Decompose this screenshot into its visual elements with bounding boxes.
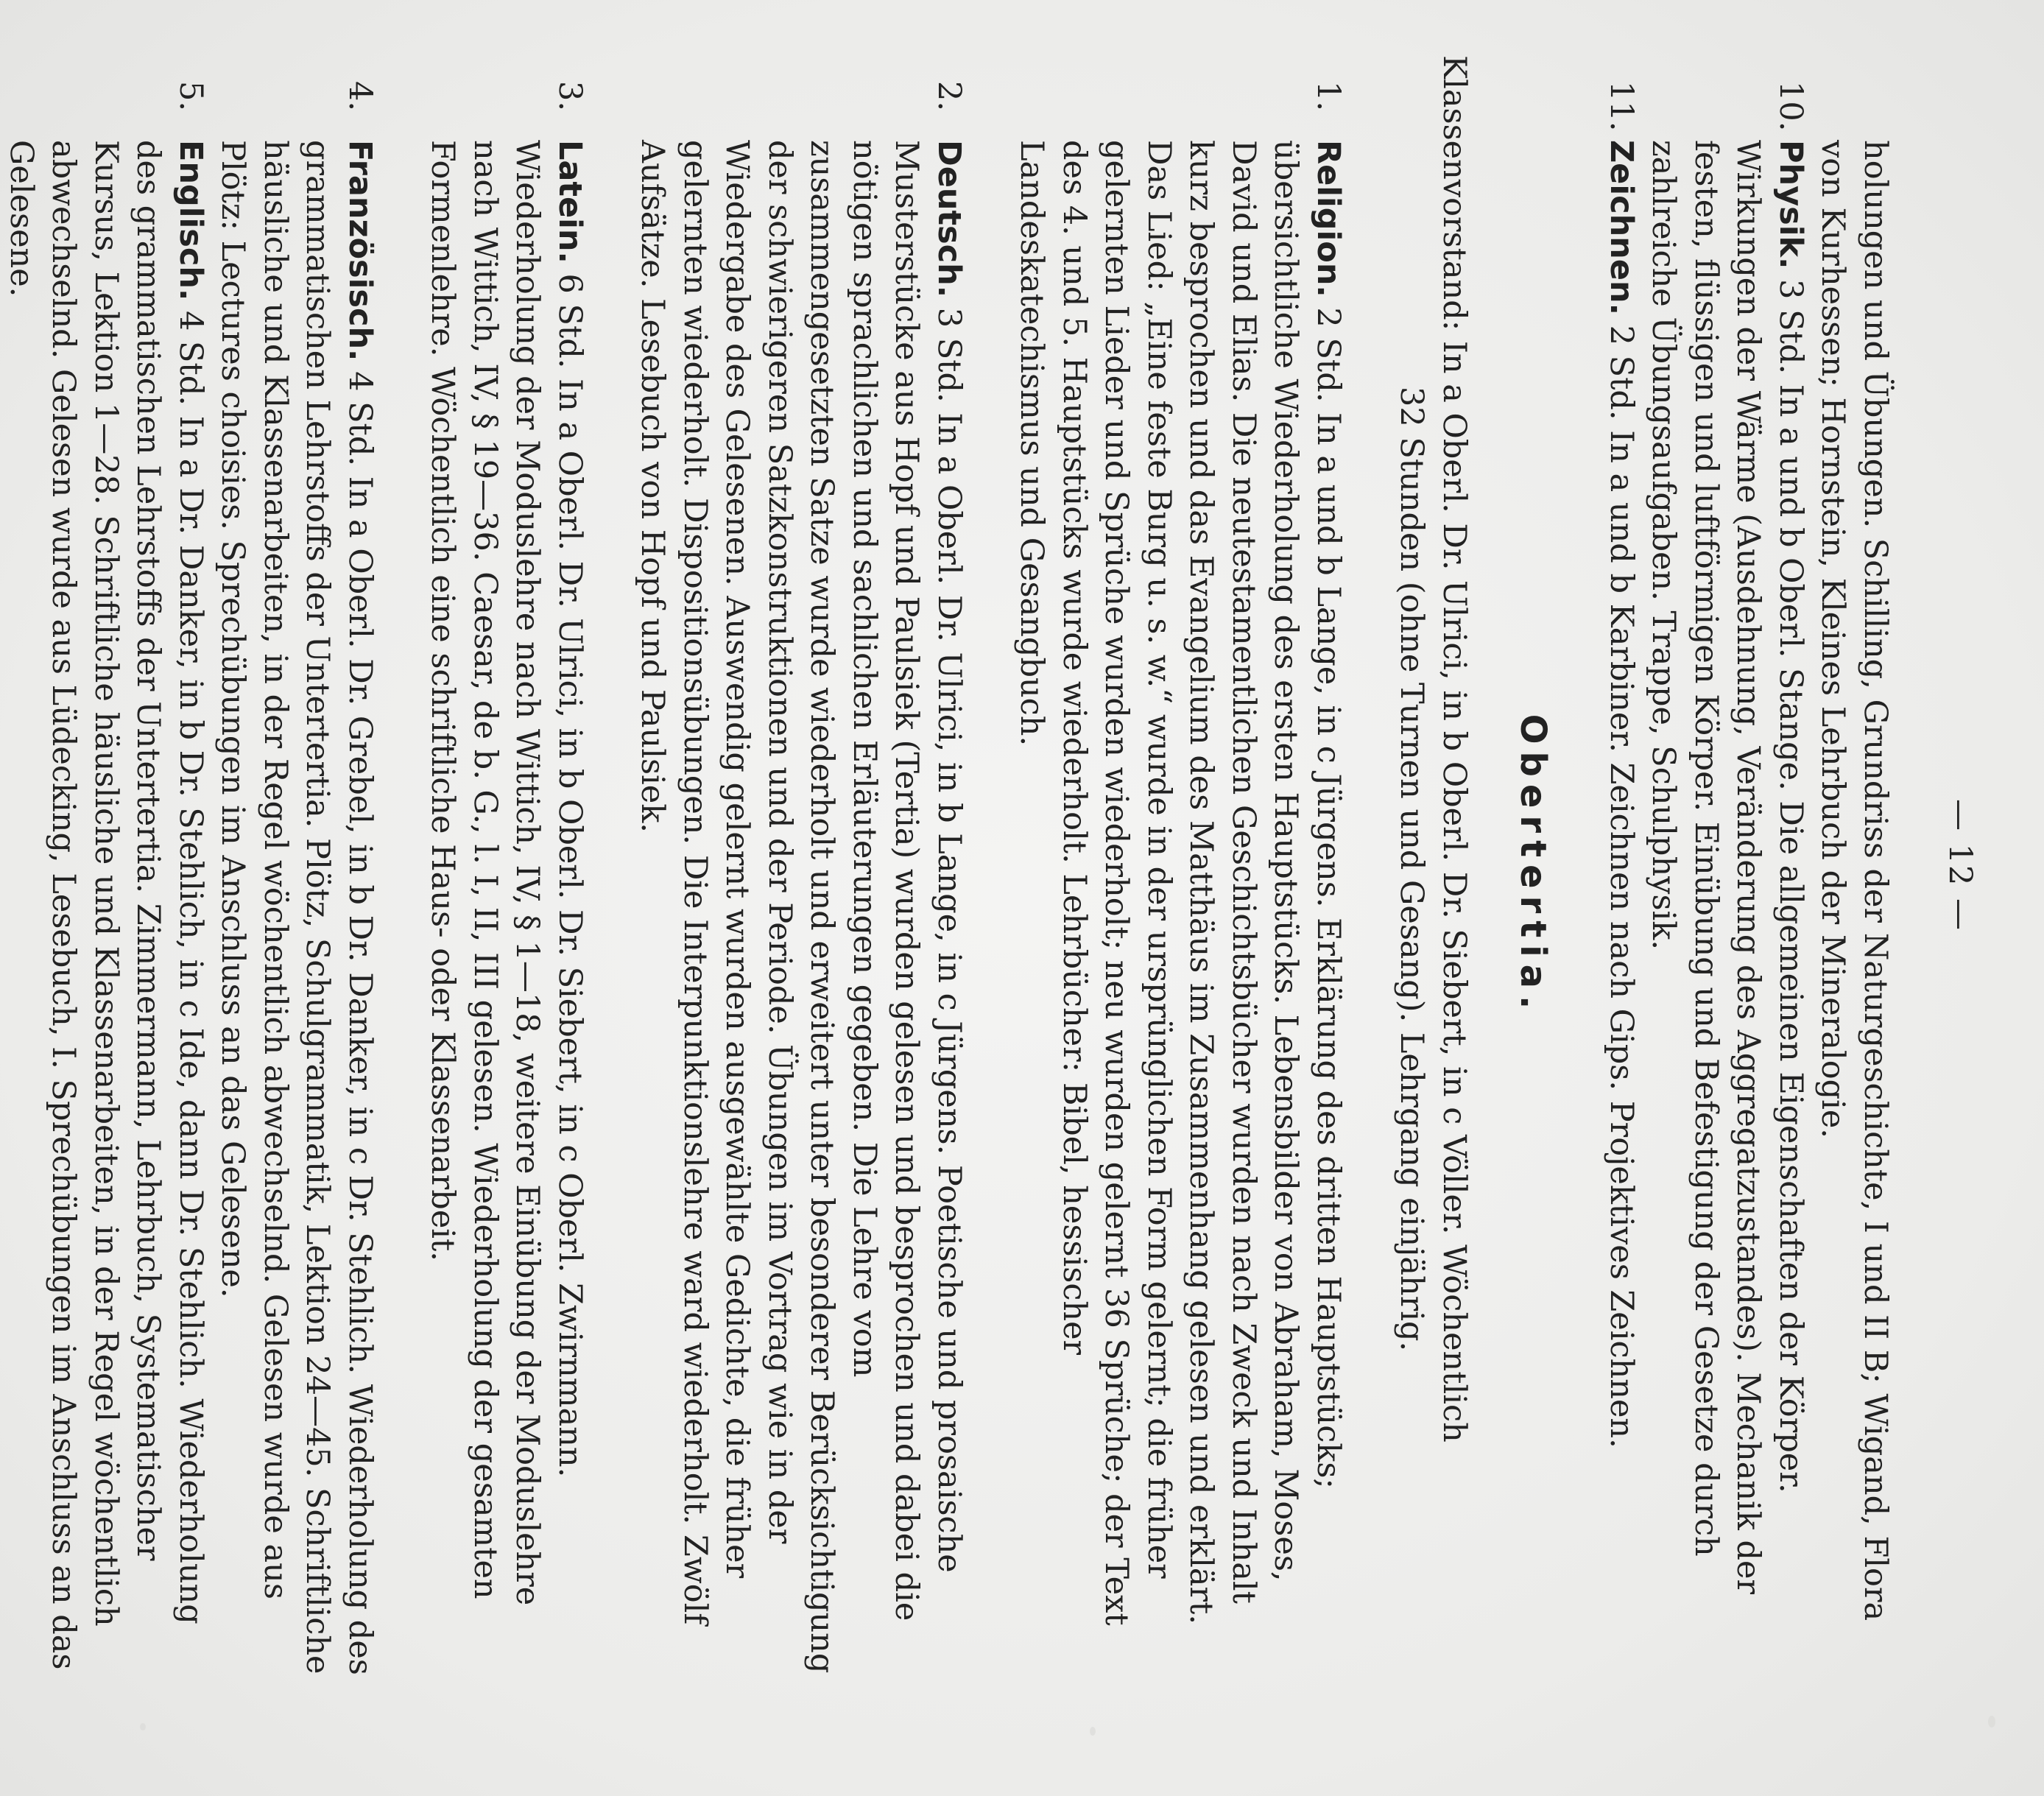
item-subject: Zeichnen. — [1603, 140, 1640, 315]
item-text: 2 Std. In a und b Lange, in c Jürgens. Erklärung des dritten Hauptstücks; übersichtliche Wiederholung des ersten Hauptstücks. Lebensbilder von Abraham, Moses, David und Elias. Die neutestamentlichen Geschichtsbücher wurden nach Zweck und Inhalt kurz besprochen und das Evangelium des Matthäus im Zusammenhang gelesen und erklärt. Das Lied: „Eine feste Burg u. s. w.“ wurde in der ursprünglichen Form gelernt; die früher gelernten Lieder und Sprüche wurden wiederholt; neu wurden gelernt 36 Sprüche; der Text des 4. und 5. Hauptstücks wurde wiederholt. Lehrbücher: Bibel, hessischer Landeskatechismus und Gesangbuch. — [1013, 140, 1347, 1626]
continuation-paragraph: holungen und Übungen. Schilling, Grundriss der Naturgeschichte, I und II B; Wigand, Flora von Kurhessen; Hornstein, Kleines Lehrbuch der Mineralogie. — [1814, 140, 1894, 1621]
item-number: 10. — [1772, 81, 1809, 132]
klassenvorstand-line2: 32 Stunden (ohne Turnen und Gesang). Lehrgang einjährig. — [1393, 387, 1431, 1352]
item-subject: Deutsch. — [931, 140, 968, 298]
item-text: 3 Std. In a Oberl. Dr. Ulrici, in b Lange, in c Jürgens. Poetische und prosaische Musterstücke aus Hopf und Paulsiek (Tertia) wurden gelesen und besprochen und dabei die nötigen sprachlichen und sachlichen Erläuterungen gegeben. Die Lehre vom zusammengesetzten Satze wurde wiederholt und erweitert unter besonderer Berücksichtigung der schwierigeren Satzkonstruktionen und der Periode. Übungen im Vortrag wie in der Wiedergabe des Gelesenen. Auswendig gelernt wurden ausgewählte Gedichte, die früher gelernten wiederholt. Dispositionsübungen. Die Interpunktionslehre ward wiederholt. Zwölf Aufsätze. Lesebuch von Hopf und Paulsiek. — [634, 140, 968, 1674]
item-subject: Französisch. — [342, 140, 378, 362]
item-text: 6 Std. In a Oberl. Dr. Ulrici, in b Oberl. Dr. Siebert, in c Oberl. Zwirnmann. Wiederholung der Moduslehre nach Wittich, IV, § 1—18, weitere Einübung der Moduslehre nach Wittich, IV, § 19—36. Caesar, de b. G., l. I, II, III gelesen. Wiederholung der gesamten Formenlehre. Wöchentlich eine schriftliche Haus- oder Klassenarbeit. — [424, 140, 588, 1606]
item-text: 2 Std. In a und b Karbiner. Zeichnen nach Gips. Projektives Zeichnen. — [1603, 314, 1640, 1448]
list-item-franzoesisch — [211, 55, 381, 1675]
item-text: 4 Std. In a Dr. Danker, in b Dr. Stehlich, in c Ide, dann Dr. Stehlich. Wiederholung des grammatischen Lehrstoffs der Untertertia. Zimmermann, Lehrbuch, Systematischer Kursus, Lektion 1—28. Schriftliche häusliche und Klassenarbeiten, in der Regel wöchentlich abwechselnd. Gelesen wurde aus Lüdecking, Lesebuch, I. Sprechübungen im Anschluss an das Gelesene. — [3, 140, 209, 1670]
paper-speck — [140, 1723, 146, 1730]
section-heading: Obertertia. — [1512, 714, 1554, 1017]
item-subject: Religion. — [1310, 140, 1347, 297]
list-item-englisch — [0, 55, 211, 1675]
list-item-deutsch — [631, 55, 970, 1675]
item-subject: Englisch. — [172, 140, 209, 301]
item-number: 3. — [551, 81, 588, 112]
page-number: — 12 — — [1942, 798, 1978, 932]
list-item-latein — [421, 55, 591, 1675]
list-item-zeichnen — [1600, 55, 1643, 1675]
item-text: 4 Std. In a Oberl. Dr. Grebel, in b Dr. Danker, in c Dr. Stehlich. Wiederholung des grammatischen Lehrstoffs der Untertertia. Plötz, Schulgrammatik, Lektion 24—45. Schriftliche häusliche und Klassenarbeiten, in der Regel wöchentlich abwechselnd. Gelesen wurde aus Plötz: Lectures choisies. Sprechübungen im Anschluss an das Gelesene. — [214, 140, 378, 1675]
document-page — [3, 0, 1981, 1796]
item-number: 11. — [1603, 81, 1640, 132]
item-text: 3 Std. In a und b Oberl. Stange. Die allgemeinen Eigenschaften der Körper. Wirkungen der Wärme (Ausdehnung, Veränderung des Aggregatzustandes). Mechanik der festen, flüssigen und luftförmigen Körper. Einübung und Befestigung der Gesetze durch zahlreiche Übungsaufgaben. Trappe, Schulphysik. — [1645, 140, 1809, 1595]
item-number: 5. — [172, 81, 209, 112]
item-subject: Physik. — [1772, 140, 1809, 270]
list-item-physik — [1642, 55, 1811, 1675]
list-item-religion — [1010, 55, 1349, 1675]
item-number: 4. — [342, 81, 378, 112]
item-subject: Latein. — [551, 140, 588, 264]
klassenvorstand-line1: Klassenvorstand: In a Oberl. Dr. Ulrici, in b Oberl. Dr. Siebert, in c Völler. Wöchentlich — [1436, 55, 1473, 1443]
item-number: 1. — [1310, 81, 1347, 112]
klassenvorstand — [1390, 55, 1475, 1675]
paper-speck — [1988, 1716, 1995, 1728]
rotated-text-block — [0, 55, 1981, 1675]
item-number: 2. — [931, 81, 968, 112]
